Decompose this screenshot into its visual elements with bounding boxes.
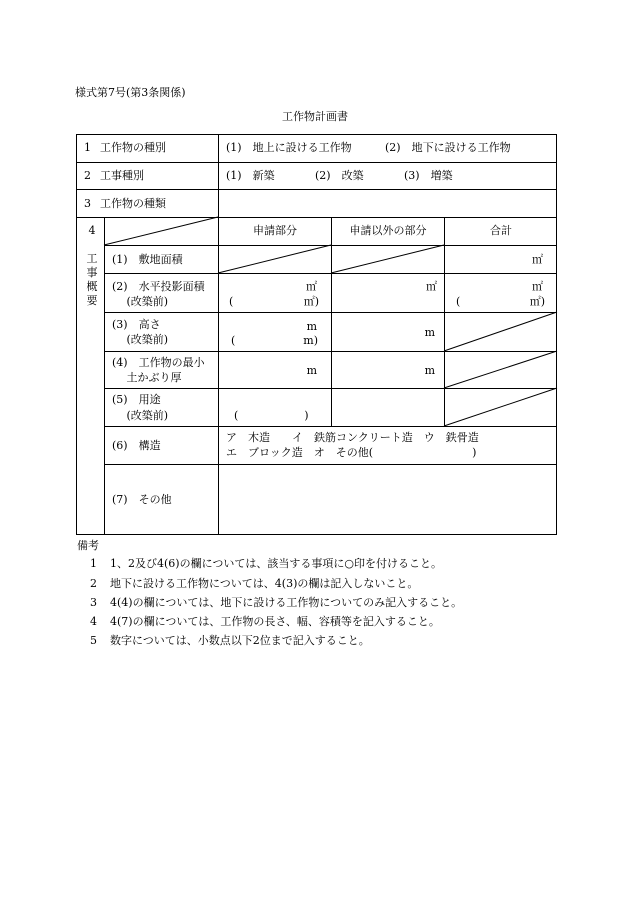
note-number: 4 bbox=[90, 615, 97, 628]
item4-sublabel: 土かぶり厚 bbox=[112, 371, 182, 384]
item4-other-unit[interactable]: m bbox=[424, 364, 435, 377]
item2-other-unit[interactable]: ㎡ bbox=[426, 280, 437, 293]
note-text: 数字については、小数点以下2位まで記入すること。 bbox=[110, 634, 370, 647]
item2-applied-paren-open: ( bbox=[229, 295, 234, 308]
diagonal-strike bbox=[444, 388, 557, 426]
item6-structure-line1[interactable]: ア 木造 イ 鉄筋コンクリート造 ウ 鉄骨造 bbox=[226, 431, 479, 444]
item4-label: (4) 工作物の最小 bbox=[112, 356, 205, 369]
row3-label: 工作物の種類 bbox=[100, 197, 166, 210]
item2-applied-paren-unit[interactable]: ㎡) bbox=[303, 295, 319, 308]
note-number: 2 bbox=[90, 577, 97, 590]
note-item bbox=[90, 577, 418, 591]
row1-label: 工作物の種別 bbox=[100, 141, 166, 154]
section4-number: 4 bbox=[88, 224, 96, 237]
row2-option2[interactable]: (2) 改築 bbox=[315, 169, 364, 182]
header-total: 合計 bbox=[490, 224, 512, 237]
row3-value-field[interactable] bbox=[219, 190, 556, 217]
header-other-part: 申請以外の部分 bbox=[349, 224, 427, 237]
item2-label: (2) 水平投影面積 bbox=[112, 280, 205, 293]
item1-total-unit[interactable]: ㎡ bbox=[532, 253, 543, 266]
item3-label: (3) 高さ bbox=[112, 318, 161, 331]
item7-value-field[interactable] bbox=[219, 465, 556, 534]
row2-label: 工事種別 bbox=[100, 169, 144, 182]
item5-sublabel: (改築前) bbox=[112, 409, 169, 422]
row1-option1[interactable]: (1) 地上に設ける工作物 bbox=[226, 141, 352, 154]
note-text: 4(7)の欄については、工作物の長さ、幅、容積等を記入すること。 bbox=[110, 615, 440, 628]
diagonal-strike bbox=[331, 245, 444, 273]
row2-number: 2 bbox=[84, 169, 91, 182]
note-number: 3 bbox=[90, 596, 97, 609]
note-number: 5 bbox=[90, 634, 97, 647]
item3-other-unit[interactable]: m bbox=[424, 326, 435, 339]
row2-option1[interactable]: (1) 新築 bbox=[226, 169, 275, 182]
note-item bbox=[90, 615, 440, 629]
section4-vertical-label: 工事概要 bbox=[86, 252, 98, 307]
notes-title: 備考 bbox=[77, 539, 99, 552]
row3-number: 3 bbox=[84, 197, 91, 210]
item3-applied-paren-unit[interactable]: m) bbox=[303, 334, 318, 347]
note-item bbox=[90, 557, 442, 571]
row1-option2[interactable]: (2) 地下に設ける工作物 bbox=[385, 141, 511, 154]
item7-label: (7) その他 bbox=[112, 493, 172, 506]
note-text: 1、2及び4(6)の欄については、該当する事項に○印を付けること。 bbox=[110, 557, 442, 570]
diagonal-strike bbox=[218, 245, 331, 273]
note-number: 1 bbox=[90, 557, 97, 570]
diagonal-strike bbox=[104, 217, 218, 245]
diagonal-strike bbox=[444, 312, 557, 351]
note-text: 4(4)の欄については、地下に設ける工作物についてのみ記入すること。 bbox=[110, 596, 463, 609]
row1-number: 1 bbox=[84, 141, 91, 154]
item2-applied-unit[interactable]: ㎡ bbox=[306, 280, 317, 293]
item3-applied-unit[interactable]: m bbox=[306, 320, 317, 333]
item5-applied-paren[interactable]: ( ) bbox=[234, 409, 309, 422]
item3-applied-paren-open: ( bbox=[231, 334, 236, 347]
note-item bbox=[90, 596, 462, 610]
item3-sublabel: (改築前) bbox=[112, 333, 169, 346]
note-item bbox=[90, 634, 370, 648]
item4-applied-unit[interactable]: m bbox=[306, 364, 317, 377]
diagonal-strike bbox=[444, 351, 557, 388]
item2-total-paren-open: ( bbox=[456, 295, 461, 308]
item1-label: (1) 敷地面積 bbox=[112, 253, 183, 266]
header-applied-part: 申請部分 bbox=[253, 224, 297, 237]
item2-total-paren-unit[interactable]: ㎡) bbox=[529, 295, 545, 308]
item6-label: (6) 構造 bbox=[112, 439, 161, 452]
item6-structure-line2[interactable]: エ ブロック造 オ その他( ) bbox=[226, 446, 477, 459]
form-label: 様式第7号(第3条関係) bbox=[75, 86, 186, 99]
document-title: 工作物計画書 bbox=[282, 110, 348, 123]
row2-option3[interactable]: (3) 増築 bbox=[404, 169, 453, 182]
item5-label: (5) 用途 bbox=[112, 393, 161, 406]
item2-total-unit[interactable]: ㎡ bbox=[532, 280, 543, 293]
item2-sublabel: (改築前) bbox=[112, 295, 169, 308]
note-text: 地下に設ける工作物については、4(3)の欄は記入しないこと。 bbox=[110, 577, 419, 590]
